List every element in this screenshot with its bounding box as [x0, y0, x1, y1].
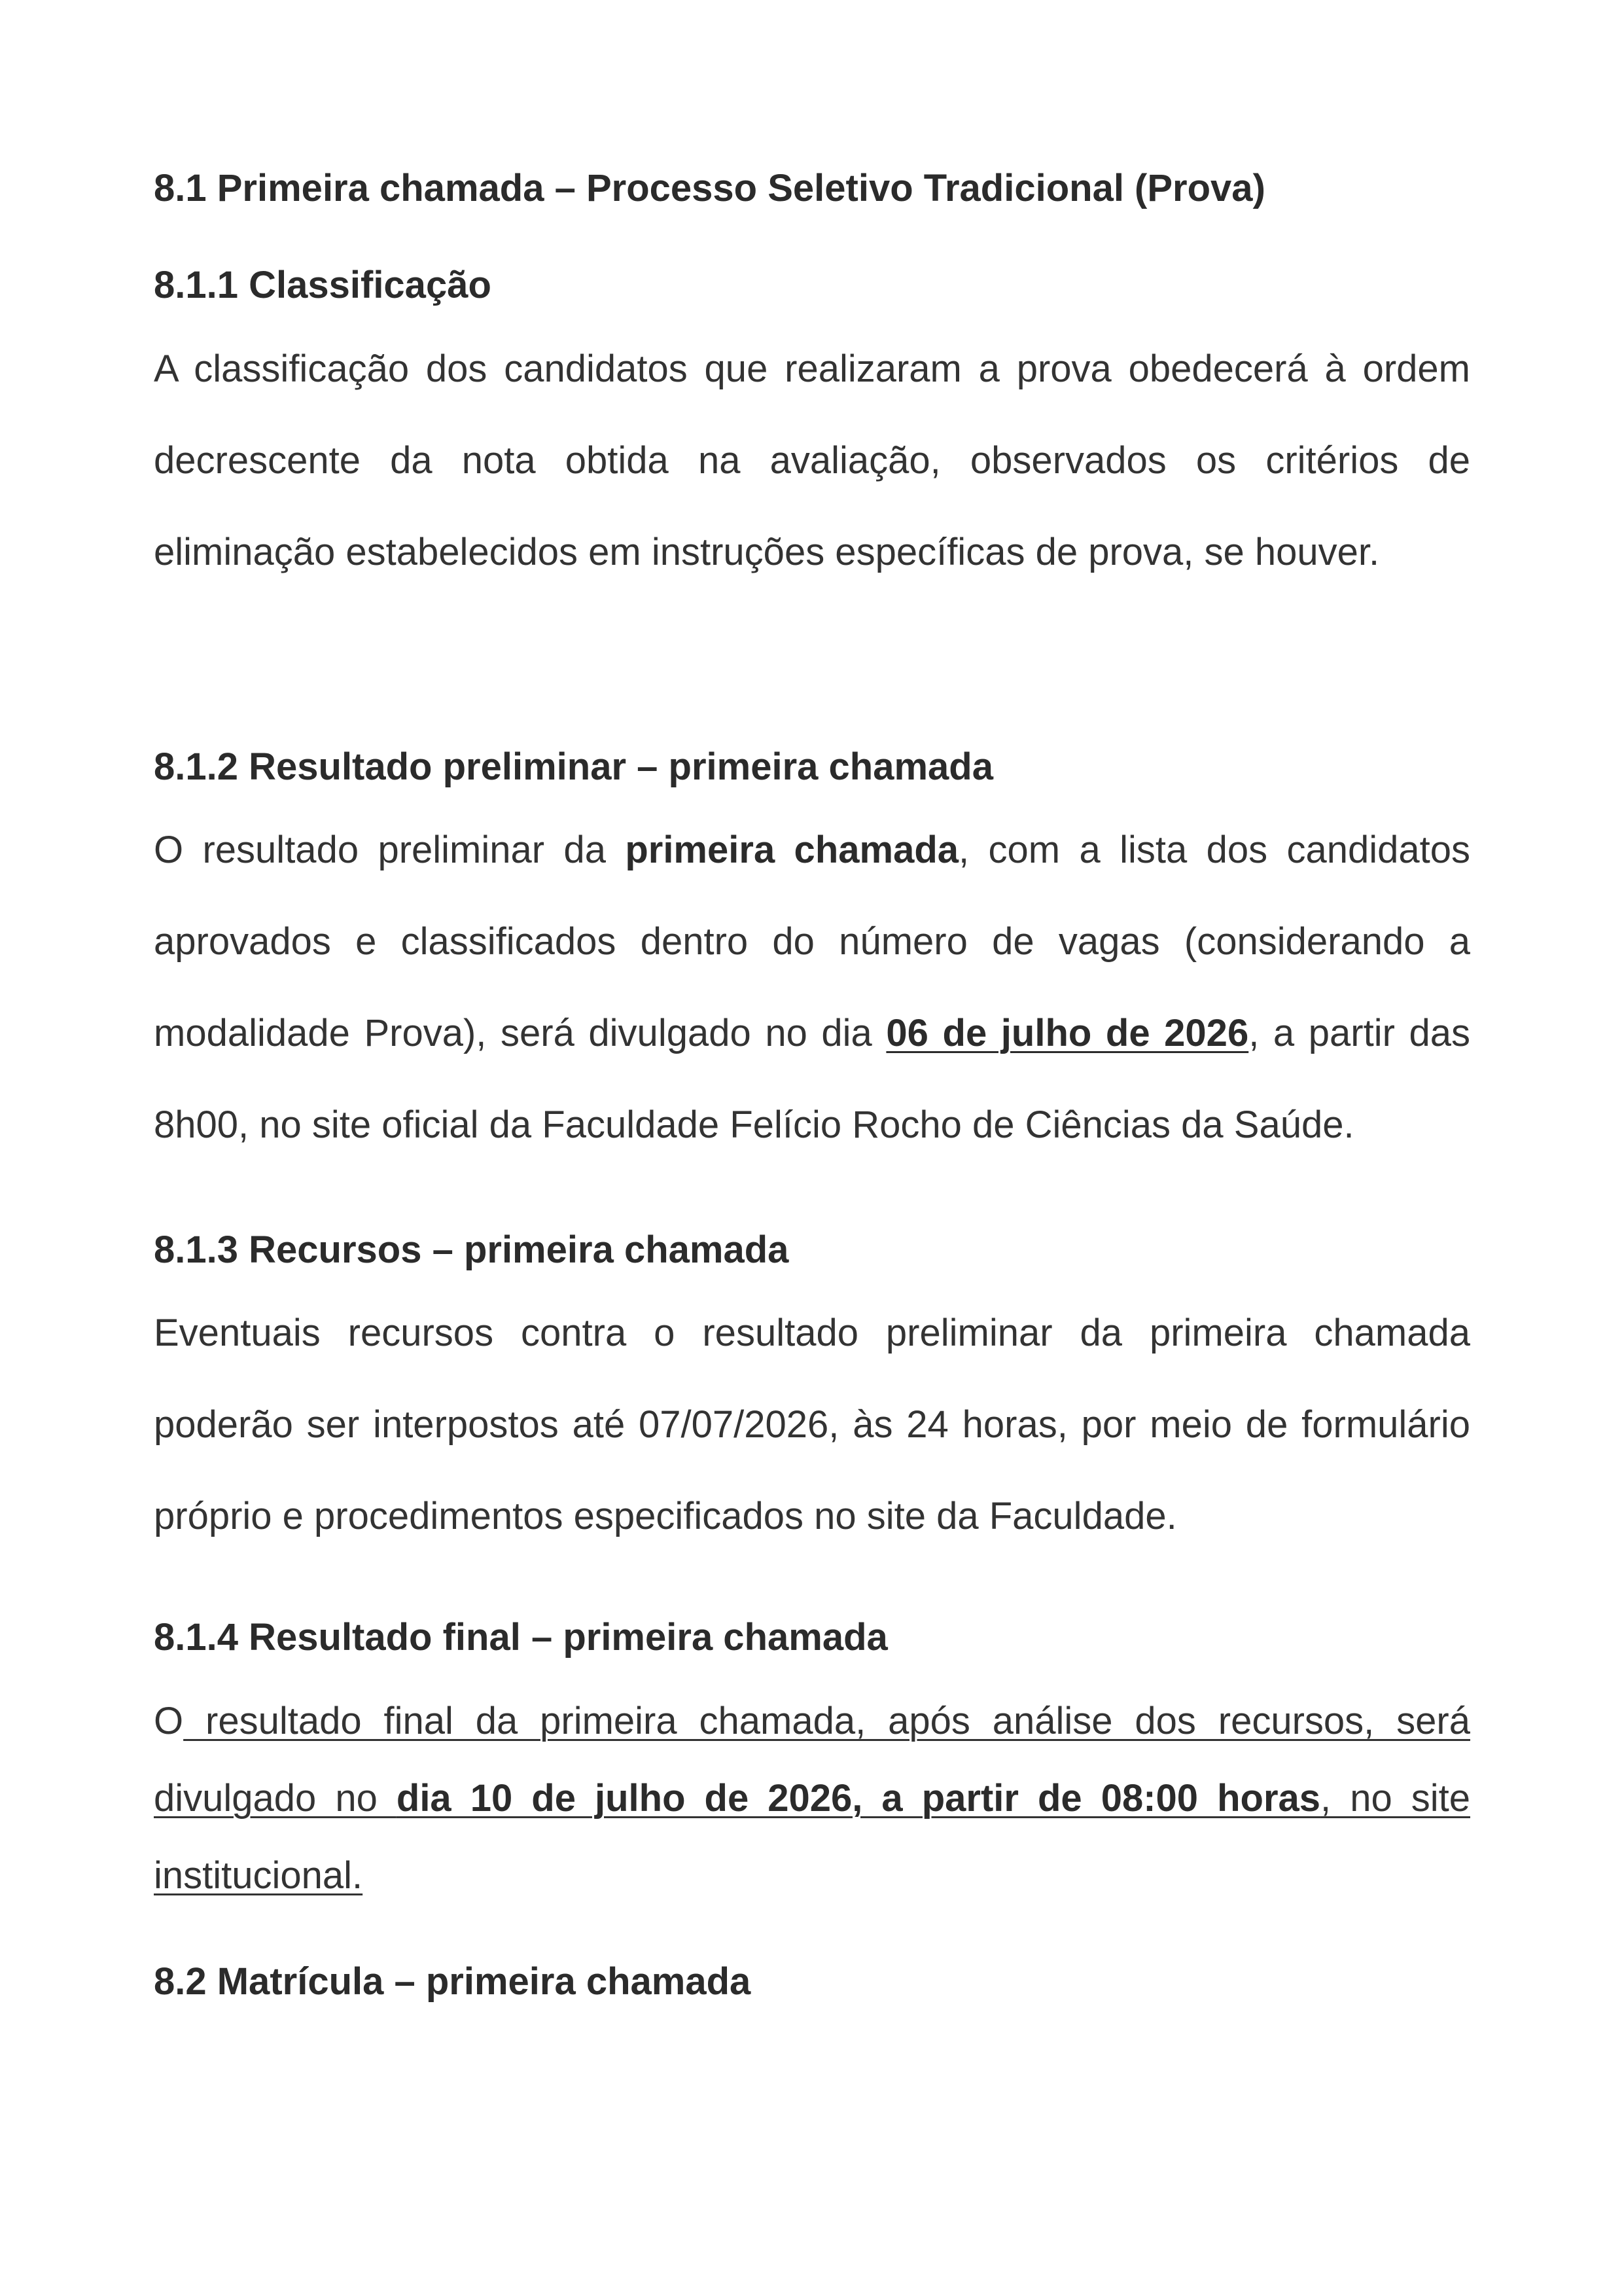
- heading-8-1-2: 8.1.2 Resultado preliminar – primeira chamada: [154, 745, 993, 788]
- date-final-result: dia 10 de julho de 2026, a partir de 08:00 horas: [396, 1777, 1321, 1820]
- paragraph-recursos: Eventuais recursos contra o resultado preliminar da primeira chamada poderão ser interpostos até 07/07/2026, às 24 horas, por meio de formulário próprio e procedimentos especificados no site da Faculdade.: [154, 1312, 1470, 1537]
- heading-8-2: 8.2 Matrícula – primeira chamada: [154, 1960, 751, 2003]
- heading-8-1-4: 8.1.4 Resultado final – primeira chamada: [154, 1616, 888, 1659]
- text-segment: , a partir das 8h00, no site oficial da Faculdade Felício Rocho de Ciências da Saúde.: [154, 1012, 1470, 1146]
- text-segment: , com a lista dos candidatos aprovados e classificados dentro do número de vagas (considerando a modalidade Prova), será divulgado no dia: [154, 829, 1470, 1054]
- heading-8-1: 8.1 Primeira chamada – Processo Seletivo Tradicional (Prova): [154, 167, 1265, 209]
- text-segment: O resultado preliminar da: [154, 829, 626, 871]
- heading-8-1-1: 8.1.1 Classificação: [154, 264, 491, 306]
- paragraph-classificacao: A classificação dos candidatos que realizaram a prova obedecerá à ordem decrescente da nota obtida na avaliação, observados os critérios de eliminação estabelecidos em instruções específicas de prova, se houver.: [154, 348, 1470, 573]
- heading-8-1-3: 8.1.3 Recursos – primeira chamada: [154, 1229, 789, 1271]
- paragraph-resultado-preliminar: [154, 804, 1470, 1171]
- text-segment: , no site institucional.: [154, 1777, 1470, 1897]
- document-page: [154, 0, 1470, 2296]
- text-segment: resultado final da primeira chamada, após análise dos recursos, será divulgado no: [154, 1700, 1470, 1820]
- bold-primeira-chamada: primeira chamada: [625, 829, 959, 871]
- date-preliminar-result: 06 de julho de 2026: [886, 1012, 1249, 1054]
- underlined-result-text: [154, 1700, 1470, 1897]
- text-segment: O: [154, 1700, 184, 1742]
- paragraph-resultado-final: [154, 1683, 1470, 1914]
